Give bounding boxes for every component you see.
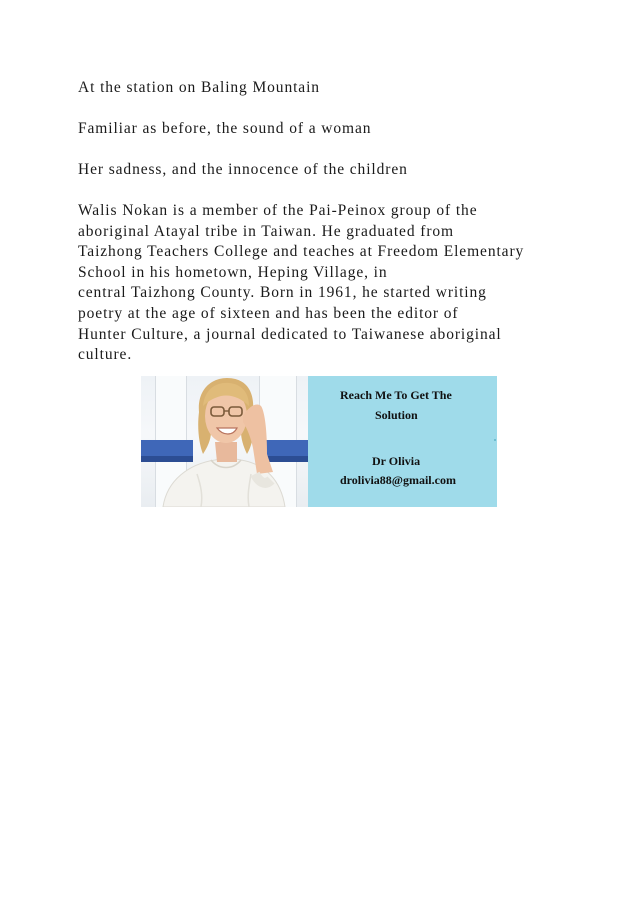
poem-line-2 bbox=[78, 119, 371, 140]
text-line: School in his hometown, Heping Village, in bbox=[78, 263, 388, 281]
contact-banner bbox=[141, 376, 497, 507]
card-heading: Reach Me To Get The bbox=[340, 388, 452, 402]
text-line: At the station on Baling Mountain bbox=[78, 79, 320, 96]
woman-figure bbox=[141, 376, 308, 507]
text-line: Her sadness, and the innocence of the children bbox=[78, 161, 408, 178]
text-line: poetry at the age of sixteen and has been the editor of bbox=[78, 304, 459, 322]
contact-name: Dr Olivia bbox=[372, 454, 421, 468]
author-bio-paragraph bbox=[78, 201, 524, 366]
poem-line-3 bbox=[78, 160, 408, 181]
contact-email: drolivia88@gmail.com bbox=[340, 473, 456, 487]
text-line: aboriginal Atayal tribe in Taiwan. He graduated from bbox=[78, 222, 454, 240]
text-line: Hunter Culture, a journal dedicated to Taiwanese aboriginal bbox=[78, 325, 502, 343]
card-heading-2: Solution bbox=[375, 408, 418, 422]
contact-card bbox=[308, 376, 497, 507]
speck bbox=[494, 439, 496, 441]
woman-photo bbox=[141, 376, 308, 507]
text-line: Familiar as before, the sound of a woman bbox=[78, 120, 372, 137]
text-line: Taizhong Teachers College and teaches at Freedom Elementary bbox=[78, 243, 525, 261]
poem-line-1 bbox=[78, 78, 320, 99]
text-line: culture. bbox=[78, 346, 133, 364]
text-line: central Taizhong County. Born in 1961, he started writing bbox=[78, 284, 487, 302]
text-line: Walis Nokan is a member of the Pai-Peinox group of the bbox=[78, 202, 478, 219]
